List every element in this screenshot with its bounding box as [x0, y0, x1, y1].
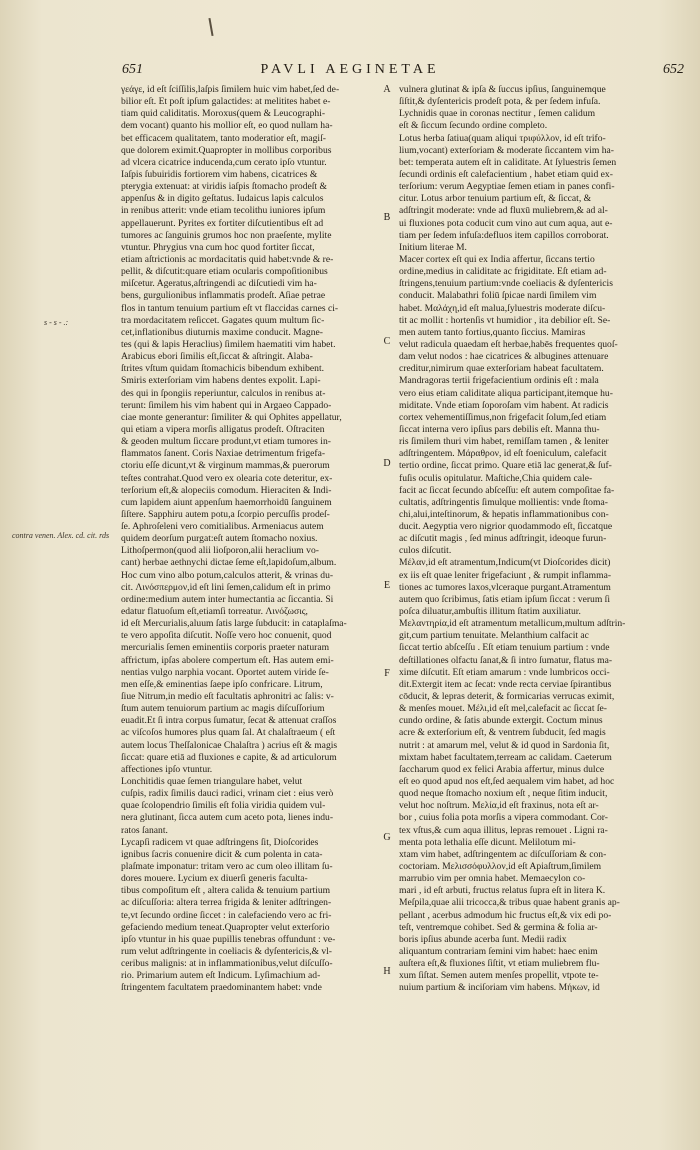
ink-mark [208, 18, 213, 36]
section-letter: F [384, 668, 390, 679]
text-line: mixtam habet facultatem,terream ac calidam. Caeterum [399, 751, 612, 763]
text-line: deſtillationes olfactu ſanat,& ſi intro ſumatur, flatus ma- [399, 654, 613, 666]
text-line: bet: temperata autem eſt in caliditate. At ſyluestris ſemen [399, 156, 617, 168]
text-line: que dolorem eximit.Quapropter in mollibus corporibus [121, 144, 332, 156]
text-line: miditate. Vnde etiam ſoporoſam vim habent. At radicis [399, 399, 609, 411]
text-line: te,vt ſecundo ordine ſiccet : in calefaciendo vero ac fri- [121, 909, 332, 921]
text-line: aliquantum contrariam ſemini vim habet: haec enim [399, 945, 598, 957]
text-line: ac diſcuſſoria: altera terrea frigida & leniter adſtringen- [121, 897, 332, 909]
text-line: des qui in ſpongiis reperiuntur, calculos in renibus at- [121, 387, 326, 399]
text-line: Initium literae M. [399, 241, 467, 253]
text-line: nera glutinant, ſicca autem cum aceto pota, lienes indu- [121, 812, 334, 824]
text-line: ordine,medius in caliditate ac frigiditate. Eſt etiam ad- [399, 266, 607, 278]
text-line: appellauerunt. Pyrites ex fortiter diſcutientibus eſt ad [121, 217, 324, 229]
text-line: cundo ordine, & ſatis abunde extergit. Coctum minus [399, 715, 603, 727]
text-line: ipſo vtuntur in his quae pupillis tenebras offundunt : ve- [121, 933, 336, 945]
right-text-column [399, 84, 687, 995]
text-line: autem locus Theſſalonicae Chalaſtra ) acrius eſt & magis [121, 739, 338, 751]
margin-mark: s - s - .: [44, 318, 69, 327]
text-line: ſtringentem facultatem praedominantem habet: vnde [121, 982, 322, 994]
text-line: ſecundi ordinis eſt calefacientium , habet etiam quid ex- [399, 168, 613, 180]
text-line: euadit.Et ſi intra corpus ſumatur, ſecat & attenuat craſſos [121, 715, 337, 727]
text-line: culos diſcutit. [399, 545, 452, 557]
text-line: ſiue Nitrum,in medio eſt facultatis aphronitri ac ſalis: v- [121, 691, 334, 703]
text-line: tumores ac ſanguinis grumos hoc non praeſente, mylite [121, 229, 332, 241]
text-line: ſiccat interna vero ipſius pars debilis eſt. Manna thu- [399, 423, 600, 435]
text-line: nentias vulgo narphia vocant. Oportet autem viride ſe- [121, 666, 329, 678]
text-line: ciae monte generantur: ſimiliter & qui Ophites appellatur, [121, 411, 342, 423]
text-line: cuſpis, radix ſimilis dauci radici, vrinam ciet : eius verò [121, 788, 334, 800]
section-letter: A [383, 84, 391, 95]
section-letter: B [383, 212, 391, 223]
text-line: quod neque ſtomacho noxium eſt , neque ſitim inducit, [399, 788, 608, 800]
text-line: adſtringentem. Μάραθρον, id eſt foeniculum, calefacit [399, 448, 607, 460]
text-line: bilior eſt. Et poſt ipſum galactides: at melitites habet e- [121, 96, 331, 108]
page-number-right: 652 [663, 62, 684, 77]
section-letter: D [383, 458, 391, 469]
section-letter: G [383, 832, 391, 843]
text-line: lium,vocant) exterſoriam & moderate ſiccantem vim ha- [399, 144, 614, 156]
text-line: bor , cuius folia pota morſis a vipera commodant. Cor- [399, 812, 608, 824]
text-line: marrubio vim per omnia habet. Memaecylon co- [399, 873, 586, 885]
text-line: ad vlcera cicatrice inducenda,cum cerato ipſo vtuntur. [121, 156, 327, 168]
text-line: Lonchitidis quae ſemen triangulare habet, velut [121, 776, 303, 788]
text-line: auſtera eſt,& fluxiones ſiſtit, vt etiam muliebrem flu- [399, 958, 600, 970]
text-line: tiones ac tumores laxos,vlceraque purgant.Atramentum [399, 581, 611, 593]
text-line: Mandragoras tertii frigefacientium ordinis eſt : mala [399, 375, 599, 387]
section-letter: C [383, 336, 391, 347]
section-letter: H [383, 966, 391, 977]
text-line: affectiones ipſo vtuntur. [121, 763, 213, 775]
text-line: ſiccat: quare etiā ad fluxiones e capite, & ad articulorum [121, 751, 337, 763]
text-line: tex vſtus,& cum aqua illitus, lepras remouet . Ligni ra- [399, 824, 608, 836]
text-line: men autem tanto fortius,quanto ſiccius. Mamiras [399, 326, 586, 338]
text-line: ignibus ſacris conuenire dicit & cum polenta in cata- [121, 848, 323, 860]
text-line: ui fluxiones pota coducit cum vino aut cum aqua, aut e- [399, 217, 613, 229]
text-line: adſtringit moderate: vnde ad fluxū muliebrem,& ad al- [399, 205, 608, 217]
text-line: dores mouere. Lycium ex diuerſi generis facultа- [121, 873, 308, 885]
text-line: ac diſcutit magis , ſed minus adſtringit, ideoque furun- [399, 533, 607, 545]
text-line: bens, gurgulionibus inflammatis prodeſt. Aſiae petrae [121, 290, 326, 302]
text-line: git,cum partium tenuitate. Melanthium calfacit ac [399, 630, 589, 642]
text-line: terſorium eſt,& alopeciis comodum. Hieraciten & Indi- [121, 484, 332, 496]
text-line: pellit, & diſcutit:quare etiam ocularis compoſitionibus [121, 266, 328, 278]
text-line: nutrit : at amarum mel, velut & id quod in Sardonia ſit, [399, 739, 610, 751]
text-line: chi,alui,inteſtinorum, & hepatis inflammationibus con- [399, 508, 609, 520]
text-line: Hoc cum vino albo potum,calculos atterit, & vrinas du- [121, 569, 334, 581]
text-line: boris ipſius abunde acerba ſunt. Medii radix [399, 933, 567, 945]
text-line: flammatos ſanent. Coris Naxiae detrimentum frigefa- [121, 448, 326, 460]
text-line: terſorium: verum Aegyptiae ſemen etiam in panes confi- [399, 181, 615, 193]
text-line: coctoriam. Μελισσόφυλλον,id eſt Apiaſtrum,ſimilem [399, 861, 602, 872]
text-line: tibus compoſitum eſt , altera calida & tenuium partium [121, 885, 331, 897]
text-line: ſtringens,tenuium partium:vnde coeliacis & dyſentericis [399, 278, 613, 290]
text-line: ratos ſanant. [121, 824, 168, 836]
text-line: nuium partium & inciſoriam vim habens. Μήκων, id [399, 982, 600, 994]
text-line: conducit. Malabathri foliū ſpicae nardi ſimilem vim [399, 290, 597, 302]
section-letter: E [383, 580, 391, 591]
text-line: acre & exterſorium eſt, & ventrem ſubducit, ſed magis [399, 727, 606, 739]
text-line: cōducit, & lepras deterit, & formicarias verrucas eximit, [399, 691, 615, 703]
running-title: PAVLI AEGINETAE [260, 62, 440, 77]
text-line: teſtes contrahat.Quod vero ex olearia cote deteritur, ex- [121, 472, 333, 484]
text-line: facit ac ſiccat ſecundo abſceſſu: eſt autem compoſitae fa- [399, 484, 615, 496]
running-header [0, 62, 700, 84]
text-line: vulnera glutinat & ipſa & ſuccus ipſius, ſanguinemque [399, 84, 606, 95]
text-line: ſiccat tertio abſceſſu . Eſt etiam tenuium partium : vnde [399, 642, 610, 654]
text-line: ordine:medium autem inter humectantia ac ſiccantia. Si [121, 593, 334, 605]
text-line: cum lapidem aiunt appenſum haemorrhoidū ſanguinem [121, 496, 332, 508]
text-line: ex iis eſt quae leniter frigefaciunt , & rumpit inflamma- [399, 569, 612, 581]
text-line: miſcetur. Ageratus,aſtringendi ac diſcutiedi vim ha- [121, 278, 317, 290]
text-line: id eſt Mercurialis,aluum ſatis large ſubducit: in cataplaſma- [121, 618, 347, 630]
text-line: vtuntur. Phrygius vna cum hoc quod fortiter ſiccat, [121, 241, 315, 253]
text-line: gefaciendo medium teneat.Quapropter velut exterſorio [121, 921, 330, 933]
text-line: cortex vehementiſſimus,non frigefacit ſolum,ſed etiam [399, 411, 607, 423]
text-line: ac viſcoſos humores plus quam ſal. At chalaſtraeum ( eſt [121, 727, 336, 739]
text-line: men eſſe,& eminentias ſaepe ipſo confricare. Litrum, [121, 678, 323, 690]
text-line: vero eius etiam caliditate aliqua participant,itemque hu- [399, 387, 613, 399]
text-line: poſca diluatur,ambuſtis illitum ſtatim auxiliatur. [399, 606, 581, 618]
text-line: xime diſcutit. Eſt etiam amarum : vnde lumbricos occi- [399, 666, 610, 678]
text-line: citur. Lotus arbor tenuium partium eſt, & ſiccat, & [399, 193, 592, 205]
text-line: te vero appoſita diſcutit. Noſſe vero hoc conuenit, quod [121, 630, 332, 642]
text-line: edatur flatuoſum eſt,etiamſi torreatur. Λινόζωσις, [121, 606, 308, 618]
text-line: dam velut nodos : hae cicatrices & albugines attenuare [399, 351, 609, 363]
text-line: mari , id eſt arbuti, fructus relatus ſupra eſt in litera K. [399, 885, 606, 897]
text-line: & menſes mouet. Μέλι,id eſt mel,calefacit ac ſiccat ſe- [399, 703, 607, 715]
text-line: velut radicula quaedam eſt herbae,habēs frequentes quoſ- [399, 338, 618, 350]
text-line: Smiris exterſoriam vim habens dentes expolit. Lapi- [121, 375, 321, 387]
text-line: etiam aſtrictionis ac mordacitatis quid habet:vnde & re- [121, 253, 334, 265]
text-line: dem vocant) quanto his mollior eſt, eo quod nullam ha- [121, 120, 333, 132]
text-line: teſt, ventremque cohibet. Sed & germina & folia ar- [399, 921, 598, 933]
text-line: qui etiam a vipera morſis alligatus prodeſt. Oſtraciten [121, 423, 325, 435]
text-line: tit ac mollit : hortenſis vt humidior , ita debilior eſt. Se- [399, 314, 611, 326]
text-line: quae ſcolopendrio ſimilis eſt folia viridia quidem vul- [121, 800, 326, 812]
text-line: ceribus malignis: at in inflammationibus,velut diſcuſſo- [121, 958, 333, 970]
text-line: Meſpila,quae alii tricocca,& tribus quae habent granis ap- [399, 897, 620, 909]
text-line: ſtum autem tenuiorum partium ac magis diſcuſſorium [121, 703, 325, 715]
text-line: creditur,nimirum quae exterſoriam habeat facultatem. [399, 363, 604, 375]
text-line: Iaſpis ſubuiridis fortiorem vim habens, cicatrices & [121, 168, 318, 180]
text-line: Lithoſpermon(quod alii lioſporon,alii heraclium vo- [121, 545, 319, 557]
text-line: appenſus & in digito geſtatus. Iudaicus lapis calculos [121, 193, 324, 205]
text-line: tra mordacitatem reſiccet. Gagates quum multum ſic- [121, 314, 325, 326]
text-line: Μελαντηρία,id eſt atramentum metallicum,multum adſtrin- [399, 618, 626, 630]
text-line: ſiſtere. Sapphiru autem potu,a ſcorpio percuſſis prodeſ- [121, 508, 330, 520]
text-line: xtam vim habet, adſtringentem ac diſcuſſoriam & con- [399, 848, 607, 860]
text-line: pterygia extenuat: at viridis iaſpis ſtomacho prodeſt & [121, 181, 327, 193]
text-line: affrictum, ipſas abolere compertum eſt. Has autem emi- [121, 654, 334, 666]
text-line: γεάγε, id eſt ſciſſilis,laſpis ſimilem huic vim habet,ſed de- [121, 84, 340, 95]
text-line: eſt & ſiccum ſecundo ordine completo. [399, 120, 548, 132]
text-line: rio. Primarium autem eſt Indicum. Lyſimachium ad- [121, 970, 321, 982]
text-line: eſt eo quod apud nos eſt,ſed aequalem vim habet, ad hoc [399, 776, 615, 788]
text-line: ſtrites vſtum quidam ſtomachicis bibendum exhibent. [121, 363, 325, 375]
text-line: tiam per ſedem infuſa:defluos item capillos corroborat. [399, 229, 609, 241]
text-line: Μέλαν,id eſt atramentum,Indicum(vt Dioſcorides dicit) [399, 557, 611, 569]
text-line: ſiſtit,& dyſentericis prodeſt pota, & per ſedem infuſa. [399, 96, 601, 108]
text-line: ſe. Aphroſeleni vero comitialibus. Armeniacus autem [121, 521, 324, 533]
text-line: & geoden multum ſiccare produnt,vt etiam tumores in- [121, 436, 331, 448]
text-line: cet,inflationibus diuturnis maxime conducit. Magne- [121, 326, 323, 338]
text-line: fuſis oculis opitulatur. Maſtiche,Chia quidem cale- [399, 472, 593, 484]
text-line: xum ſiſtat. Semen autem menſes propellit, vtpote te- [399, 970, 599, 982]
text-line: mercurialis ſemen eminentiis corporis praeter naturam [121, 642, 330, 654]
margin-note: contra venen. Alex. cd. cit. rds [12, 531, 110, 540]
text-line: autem quo ſcribimus, ſatis etiam ipſum ſiccat : verum ſi [399, 593, 611, 605]
text-line: bet efficacem qualitatem, tanto moderatior eſt, magiſ- [121, 132, 326, 144]
text-line: ctoriu eſſe dicunt,vt & virginum mammas,& puerorum [121, 460, 330, 472]
text-line: Arabicus ebori ſimilis eſt,ſiccat & aſtringit. Alaba- [121, 351, 313, 363]
text-line: ducit. Aegyptia vero nigrior quodammodo eſt, ſiccatque [399, 521, 613, 533]
text-line: Lycapſi radicem vt quae adſtringens ſit, Dioſcorides [121, 836, 319, 848]
text-line: cant) herbae aethnychi dictae ſeme eſt,lapidoſum,album. [121, 557, 337, 569]
text-line: flos in tantum tenuium partium eſt vt flaccidas carnes ci- [121, 302, 339, 314]
text-line: velut hoc noſtrum. Μελία,id eſt fraxinus, nota eſt ar- [399, 800, 599, 812]
text-line: pellant , acerbus admodum hic fructus eſt,& vix edi po- [399, 909, 612, 921]
page-number-left: 651 [122, 62, 143, 77]
left-text-column [121, 84, 375, 995]
text-line: plaſmate imponatur: tritam vero ac cum oleo illitam ſu- [121, 861, 333, 872]
text-line: dit.Extergit item ac ſecat: vnde recta cerviae ſpirantibus [399, 678, 612, 690]
text-line: Lotus herba ſatiua(quam aliqui τριφύλλον, id eſt trifo- [399, 132, 606, 144]
text-line: menta pota lethalia eſſe dicunt. Melilotum mi- [399, 836, 576, 848]
text-line: habet. Μαλάχη,id eſt malua,ſyluestris moderate diſcu- [399, 302, 606, 314]
text-line: cit. Λινόσπερμον,id eſt lini ſemen,calidum eſt in primo [121, 581, 331, 593]
text-line: ris ſimilem thuri vim habet, remiſſam tamen , & leniter [399, 436, 609, 448]
text-line: tertio ordine, ſiccat primo. Quare etiā lac generat,& ſuf- [399, 460, 612, 472]
text-line: terunt: ſimilem his vim habent qui in Argaeo Cappado- [121, 399, 332, 411]
text-line: in renibus atterit: vnde etiam tecolithu iuniores ipſum [121, 205, 326, 217]
text-line: tes (qui & lapis Heraclius) ſimilem haematiti vim habet. [121, 338, 336, 350]
text-line: rum velut adſtringente in coeliacis & dyſentericis,& vl- [121, 945, 333, 957]
text-line: ſaccharum quod ex felici Arabia affertur, minus dulce [399, 763, 605, 775]
text-line: Macer cortex eſt qui ex India affertur, ſiccans tertio [399, 253, 595, 265]
text-line: cultatis, adſtringentis ſimulque mollientis: vnde ſtoma- [399, 496, 608, 508]
text-line: tiam quid caliditatis. Moroxus(quem & Leucographi- [121, 108, 326, 120]
text-line: quidem deorſum purgat:eſt autem ſtomacho noxius. [121, 533, 318, 545]
text-line: Lychnidis quae in coronas nectitur , ſemen calidum [399, 108, 596, 120]
